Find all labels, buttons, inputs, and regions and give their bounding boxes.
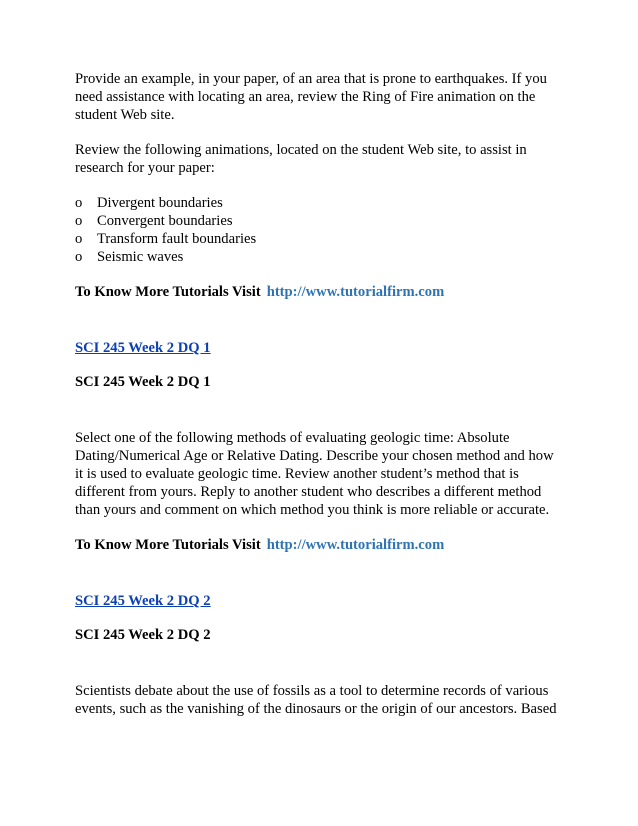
text-line: than yours and comment on which method you think is more reliable or accurate.: [75, 502, 550, 518]
text-line: Select one of the following methods of evaluating geologic time: Absolute: [75, 430, 510, 446]
list-item: [75, 248, 575, 266]
text-line: events, such as the vanishing of the dinosaurs or the origin of our ancestors. Based: [75, 701, 557, 717]
dq2-link[interactable]: SCI 245 Week 2 DQ 2: [75, 593, 211, 609]
animation-list: [75, 194, 575, 266]
bullet-marker: o: [75, 249, 83, 265]
text-line: research for your paper:: [75, 160, 215, 176]
text-line: Provide an example, in your paper, of an area that is prone to earthquakes. If you: [75, 71, 547, 87]
text-line: Scientists debate about the use of fossils as a tool to determine records of various: [75, 683, 549, 699]
dq1-title: SCI 245 Week 2 DQ 1: [75, 374, 211, 390]
dq2-title: SCI 245 Week 2 DQ 2: [75, 627, 211, 643]
text-line: student Web site.: [75, 107, 175, 123]
tutorial-url[interactable]: http://www.tutorialfirm.com: [266, 284, 445, 300]
list-item: [75, 230, 575, 248]
tutorial-line-1: [75, 283, 575, 301]
dq2-body: [75, 682, 575, 718]
document-page: [75, 70, 575, 718]
tutorial-url[interactable]: http://www.tutorialfirm.com: [266, 537, 445, 553]
tutorial-label: To Know More Tutorials Visit: [75, 537, 261, 553]
text-line: Review the following animations, located on the student Web site, to assist in: [75, 142, 527, 158]
dq1-link[interactable]: SCI 245 Week 2 DQ 1: [75, 340, 211, 356]
dq1-link-line: [75, 339, 575, 357]
list-item: [75, 212, 575, 230]
intro-paragraph-1: [75, 70, 575, 124]
tutorial-line-2: [75, 536, 575, 554]
list-item-label: Convergent boundaries: [97, 213, 233, 229]
list-item-label: Transform fault boundaries: [97, 231, 257, 247]
list-item: [75, 194, 575, 212]
bullet-marker: o: [75, 195, 83, 211]
bullet-marker: o: [75, 213, 83, 229]
list-item-label: Divergent boundaries: [97, 195, 223, 211]
text-line: different from yours. Reply to another student who describes a different method: [75, 484, 542, 500]
intro-paragraph-2: [75, 141, 575, 177]
text-line: it is used to evaluate geologic time. Review another student’s method that is: [75, 466, 519, 482]
tutorial-label: To Know More Tutorials Visit: [75, 284, 261, 300]
dq1-body: [75, 429, 575, 519]
bullet-marker: o: [75, 231, 83, 247]
dq2-link-line: [75, 592, 575, 610]
text-line: need assistance with locating an area, review the Ring of Fire animation on the: [75, 89, 536, 105]
list-item-label: Seismic waves: [97, 249, 184, 265]
text-line: Dating/Numerical Age or Relative Dating. Describe your chosen method and how: [75, 448, 554, 464]
